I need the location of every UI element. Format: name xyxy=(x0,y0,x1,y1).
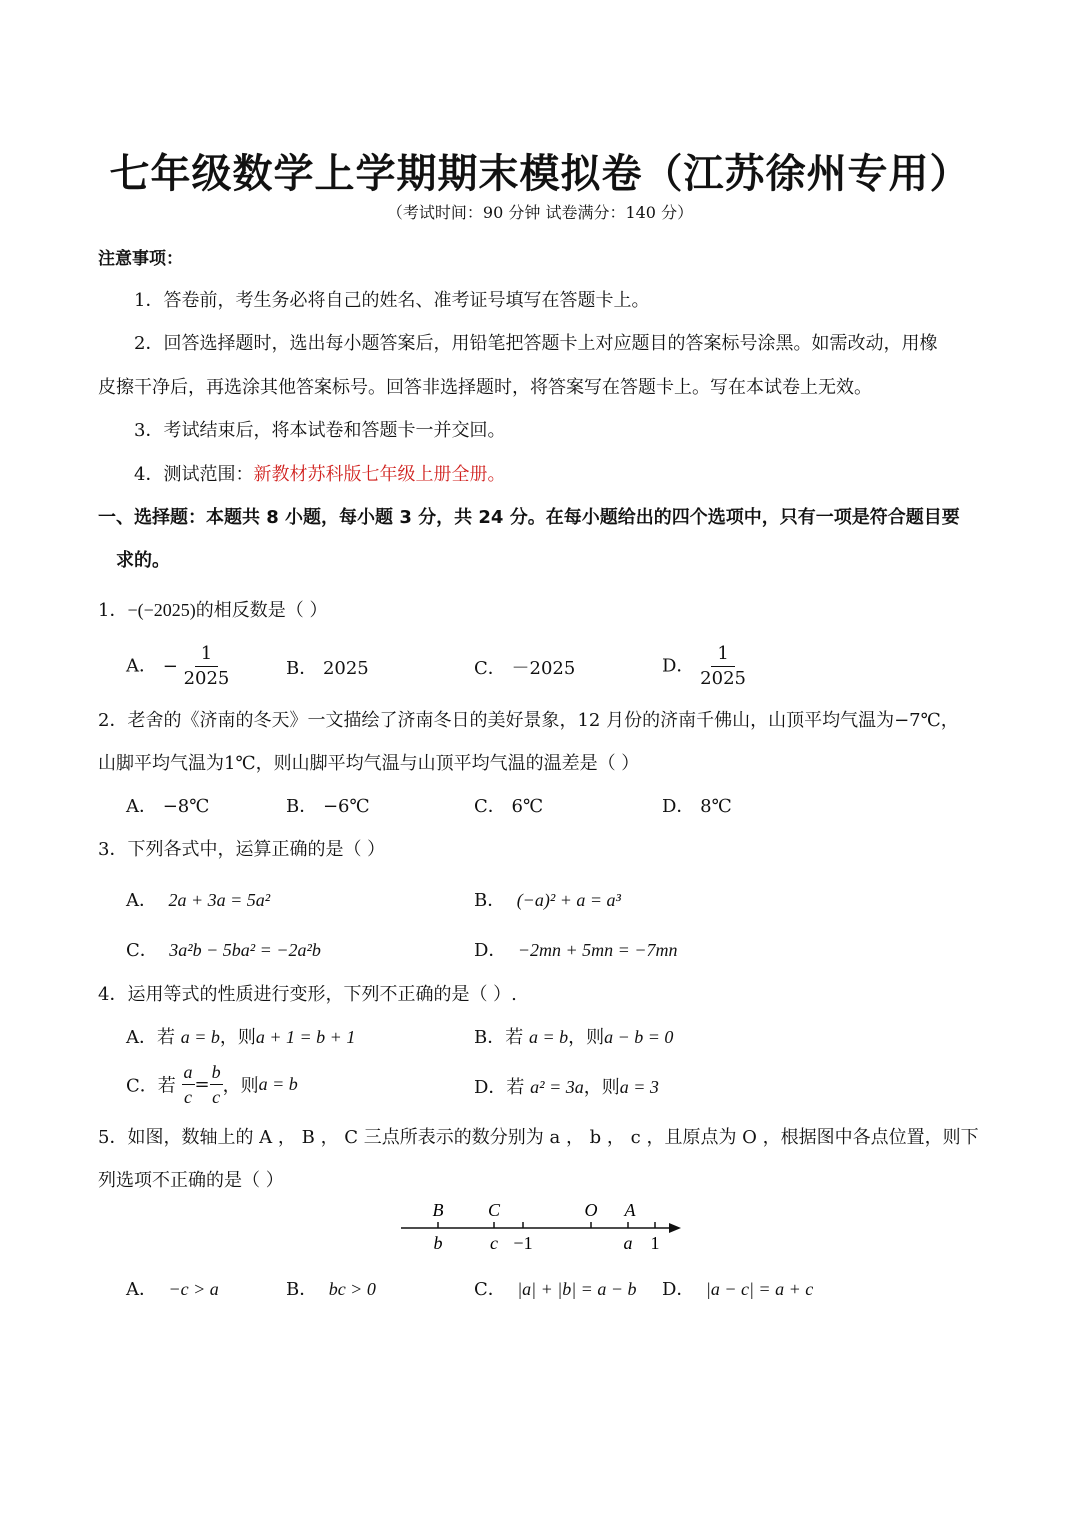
q4-c-then: ，则 xyxy=(222,1075,259,1097)
q2-option-b[interactable]: B． −6℃ xyxy=(286,796,370,817)
q5-c-expr: |a| + |b| = a − b xyxy=(517,1279,637,1299)
q4-c-label: C．若 xyxy=(126,1075,176,1097)
q4-b-cond: a = b xyxy=(528,1027,569,1047)
q5-option-c[interactable] xyxy=(474,1275,636,1301)
q5-d-label: D． xyxy=(662,1279,695,1300)
q1-option-b[interactable]: B． 2025 xyxy=(286,658,369,679)
q1-a-den: 2025 xyxy=(183,668,230,689)
q1-d-num: 1 xyxy=(711,642,734,667)
note-1: 1．答卷前，考生务必将自己的姓名、准考证号填写在答题卡上。 xyxy=(134,290,650,311)
q5-stem-line2: 列选项不正确的是（ ） xyxy=(98,1170,284,1191)
q4-c-fraction-right xyxy=(210,1060,223,1109)
q2-option-c[interactable]: C． 6℃ xyxy=(474,796,544,817)
q3-c-label: C． xyxy=(126,940,158,961)
q4-a-result: a + 1 = b + 1 xyxy=(255,1027,356,1047)
q5-option-b[interactable] xyxy=(286,1275,376,1301)
note-2-line1: 2．回答选择题时，选出每小题答案后，用铅笔把答题卡上对应题目的答案标号涂黑。如需改动，用橡 xyxy=(134,333,938,354)
notes-heading: 注意事项： xyxy=(98,249,183,269)
q4-a-cond: a = b xyxy=(180,1027,220,1047)
q1-option-a[interactable] xyxy=(126,642,229,691)
q4-c-num1: a xyxy=(182,1060,195,1085)
label-point-O: O xyxy=(584,1200,598,1220)
label-point-B: B xyxy=(432,1200,444,1220)
q1-d-label: D． xyxy=(662,655,695,677)
q4-c-result: a = b xyxy=(258,1074,298,1094)
q5-a-expr: −c > a xyxy=(168,1279,219,1299)
q4-a-label: A．若 xyxy=(126,1027,175,1048)
q4-c-equals: = xyxy=(194,1074,210,1095)
value-c: c xyxy=(490,1233,498,1253)
label-point-C: C xyxy=(487,1200,501,1220)
q4-option-d[interactable] xyxy=(474,1073,659,1099)
q1-option-c[interactable]: C． －2025 xyxy=(474,658,576,679)
q1-expr: −(−2025) xyxy=(127,600,196,620)
q3-d-label: D． xyxy=(474,940,507,961)
q5-b-expr: bc > 0 xyxy=(328,1279,376,1299)
q1-d-fraction xyxy=(700,642,746,691)
q3-b-label: B． xyxy=(474,890,506,911)
q4-d-cond: a² = 3a xyxy=(530,1077,584,1097)
number-line-figure xyxy=(395,1196,695,1258)
q1-a-num: 1 xyxy=(195,642,218,667)
q3-option-d[interactable] xyxy=(474,936,677,962)
q2-stem-line2: 山脚平均气温为1℃，则山脚平均气温与山顶平均气温的温差是（ ） xyxy=(98,753,640,774)
q5-c-label: C． xyxy=(474,1279,506,1300)
q4-b-label: B．若 xyxy=(474,1027,524,1048)
q5-option-d[interactable] xyxy=(662,1275,813,1301)
q4-d-then: ，则 xyxy=(583,1077,620,1098)
q1-stem xyxy=(98,596,327,622)
q2-option-a[interactable]: A． −8℃ xyxy=(126,796,210,817)
q2-stem-line1: 2．老舍的《济南的冬天》一文描绘了济南冬日的美好景象，12 月份的济南千佛山，山顶平均气温为−7℃， xyxy=(98,710,959,731)
q2-option-d[interactable]: D． 8℃ xyxy=(662,796,732,817)
q5-a-label: A． xyxy=(126,1279,157,1300)
q4-b-then: ，则 xyxy=(568,1027,605,1048)
number-line-arrow xyxy=(669,1223,681,1233)
q1-d-den: 2025 xyxy=(700,668,746,689)
value-a: a xyxy=(623,1233,633,1253)
value-minus-one: −1 xyxy=(513,1233,533,1253)
q1-a-fraction xyxy=(184,642,230,691)
q4-a-then: ，则 xyxy=(219,1027,256,1048)
value-one: 1 xyxy=(650,1233,660,1253)
q4-c-den2: c xyxy=(212,1087,221,1107)
q4-option-a[interactable] xyxy=(126,1023,355,1049)
section1-heading: 一、选择题：本题共 8 小题，每小题 3 分，共 24 分。在每小题给出的四个选项中，只有一项是符合题目要 xyxy=(98,507,960,528)
q1-option-d[interactable] xyxy=(662,642,746,691)
note-4-prefix: 4．测试范围： xyxy=(134,464,254,485)
q5-d-expr: |a − c| = a + c xyxy=(705,1279,814,1299)
q1-a-label: A． xyxy=(126,655,157,677)
q4-d-label: D．若 xyxy=(474,1077,525,1098)
q5-option-a[interactable] xyxy=(126,1275,219,1301)
q1-number: 1． xyxy=(98,600,128,621)
q4-option-b[interactable] xyxy=(474,1023,673,1049)
value-b: b xyxy=(433,1233,443,1253)
q3-stem: 3．下列各式中，运算正确的是（ ） xyxy=(98,839,386,860)
q3-c-expr: 3a²b − 5ba² = −2a²b xyxy=(169,940,321,960)
q3-option-a[interactable] xyxy=(126,886,270,912)
q4-c-den1: c xyxy=(184,1087,193,1107)
q5-b-label: B． xyxy=(286,1279,318,1300)
note-2-line2: 皮擦干净后，再选涂其他答案标号。回答非选择题时，将答案写在答题卡上。写在本试卷上无效。 xyxy=(98,377,872,398)
q1-text: 的相反数是（ ） xyxy=(195,600,328,621)
q3-d-expr: −2mn + 5mn = −7mn xyxy=(517,940,678,960)
note-4-scope: 新教材苏科版七年级上册全册。 xyxy=(253,464,506,485)
q4-c-fraction-left xyxy=(182,1060,195,1109)
q4-c-num2: b xyxy=(210,1060,223,1085)
section1-heading-cont: 求的。 xyxy=(116,550,170,571)
q3-a-expr: 2a + 3a = 5a² xyxy=(168,890,271,910)
page-title: 七年级数学上学期期末模拟卷（江苏徐州专用） xyxy=(109,151,971,197)
note-3: 3．考试结束后，将本试卷和答题卡一并交回。 xyxy=(134,420,506,441)
q1-a-sign: − xyxy=(162,656,178,677)
label-point-A: A xyxy=(624,1200,636,1220)
q4-option-c[interactable] xyxy=(126,1060,298,1109)
q5-stem-line1: 5．如图，数轴上的 A ， B ， C 三点所表示的数分别为 a ， b ， c ，且原点为 O ，根据图中各点位置，则下 xyxy=(98,1127,979,1148)
q3-a-label: A． xyxy=(126,890,157,911)
q4-stem: 4．运用等式的性质进行变形，下列不正确的是（ ）. xyxy=(98,984,517,1005)
q3-option-b[interactable] xyxy=(474,886,621,912)
q4-d-result: a = 3 xyxy=(619,1077,659,1097)
note-4 xyxy=(134,460,505,486)
exam-info: （考试时间：90 分钟 试卷满分：140 分） xyxy=(386,203,694,222)
q3-b-expr: (−a)² + a = a³ xyxy=(516,890,621,910)
q3-option-c[interactable] xyxy=(126,936,321,962)
q4-b-result: a − b = 0 xyxy=(604,1027,674,1047)
